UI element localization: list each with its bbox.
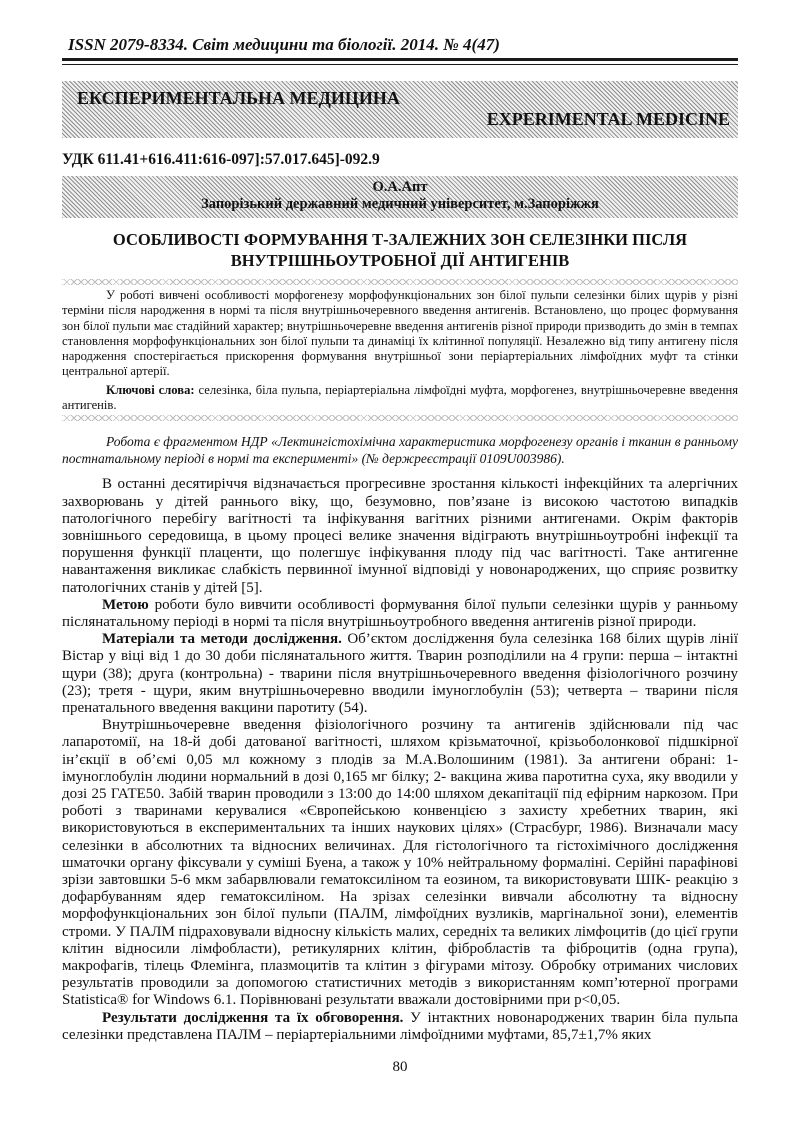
udc-code: УДК 611.41+616.411:616-097]:57.017.645]-092.9 — [62, 151, 380, 168]
header-rule — [62, 58, 738, 65]
section-title-uk: ЕКСПЕРИМЕНТАЛЬНА МЕДИЦИНА — [77, 88, 400, 108]
section-banner — [62, 81, 738, 138]
author-banner — [62, 176, 738, 218]
keywords-label: Ключові слова: — [106, 382, 195, 397]
project-note: Робота є фрагментом НДР «Лектингістохімічна характеристика морфогенезу органів і тканин в ранньому постнатальному періоді в нормі та експерименті» (№ держреєстрації 0109U003986). — [62, 434, 738, 467]
aim-lead: Метою — [102, 596, 149, 613]
keywords-line — [62, 383, 738, 414]
zigzag-divider-bottom — [62, 415, 738, 421]
paragraph-aim — [62, 597, 738, 631]
journal-header: ISSN 2079-8334. Світ медицини та біології. 2014. № 4(47) — [68, 35, 500, 54]
zigzag-divider-top — [62, 279, 738, 285]
page-number: 80 — [392, 1059, 408, 1075]
keywords-text: селезінка, біла пульпа, періартеріальна лімфоїдні муфта, морфогенез, внутрішньочеревне введення антигенів. — [62, 382, 738, 413]
author-name: О.А.Апт — [372, 179, 428, 195]
paragraph-results — [62, 1010, 738, 1044]
paragraph-intro: В останні десятиріччя відзначається прогресивне зростання кількості інфекційних та алергічних захворювань у дітей раннього віку, що, безумовно, пов’язане із високою частотою випадків патологічного перебігу вагітності та інфікування вагітних різними антигенами. Окрім факторів зовнішнього середовища, в цьому процесі велике значення відіграють внутрішньоутробні інфекції та порушення функції плаценти, що полегшує інфікування плоду під час вагітності. Таке антигенне навантаження викликає слабкість первинної імунної відповіді у новонароджених, що сприяє розвитку патологічних станів у дітей [5]. — [62, 476, 738, 596]
article-body — [62, 476, 738, 1044]
methods-text: Об’єктом дослідження була селезінка 168 білих щурів лінії Вістар у віці від 1 до 30 доби післянатального життя. Тварин розподілили на 4 групи: перша – інтактні щури (38); друга (контрольна) - тварини після внутрішньочеревного введення фізіологічного розчину (23); третя - щури, яким внутрішньочеревно вводили імуноглобулін (53); четверта – тварини після пренатального введення вакцини паротиту (54). — [62, 631, 738, 717]
aim-text: роботи було вивчити особливості формування білої пульпи селезінки щурів у ранньому післянатальному періоді в нормі та після внутрішньоутробного введення антигенів різної природи. — [62, 596, 738, 630]
methods-lead: Матеріали та методи дослідження. — [102, 631, 342, 648]
abstract-block — [62, 279, 738, 421]
article-title: ОСОБЛИВОСТІ ФОРМУВАННЯ Т-ЗАЛЕЖНИХ ЗОН СЕЛЕЗІНКИ ПІСЛЯ ВНУТРІШНЬОУТРОБНОЇ ДІЇ АНТИГЕНІВ — [112, 230, 688, 270]
results-text: У інтактних новонароджених тварин біла пульпа селезінки представлена ПАЛМ – періартеріальними лімфоїдними муфтами, 85,7±1,7% яких — [62, 1009, 738, 1043]
abstract-text: У роботі вивчені особливості морфогенезу морфофункціональних зон білої пульпи селезінки білих щурів у різні терміни після народження в нормі та після внутрішньочеревного введення антигенів. Встановлено, що процес формування зон білої пульпи має стадійний характер; внутрішньочеревне введення антигенів різної природи призводить до змін в темпах становлення морфофункціональних зон білої пульпи та динаміці їх клітинної популяції. Незалежно від типу антигену після народження спостерігається прискорення формування внутрішньої зони періартеріальних лімфоїдних муфт та стінки центральної артерії. — [62, 288, 738, 379]
paragraph-methods-detail: Внутрішньочеревне введення фізіологічного розчину та антигенів здійснювали під час лапаротомії, на 18-й добі датованої вагітності, шляхом крізьматочної, крізьоболонкової підшкірної ін’єкції в об’ємі 0,05 мл кожному з плодів за М.А.Волошиним (1981). За антигени обрані: 1- імуноглобулін людини нормальний в дозі 0,165 мг білку; 2- вакцина жива паротитна суха, яку вводили у дозі 25 ГАТЕ50. Забій тварин проводили з 13:00 до 14:00 шляхом декапітації під ефірним наркозом. При роботі з тваринами керувалися «Європейською конвенцією з захисту хребетних тварин, які використовуються в експериментальних та інших наукових цілях» (Страсбург, 1986). Визначали масу селезінки в абсолютних та відносних величинах. Для гістологічного та гістохімічного дослідження шматочки органу фіксували у суміші Буена, а також у 10% нейтральному формаліні. Серійні парафінові зрізи завтовшки 5-6 мкм забарвлювали гематоксиліном та еозином, та використовувати ШІК- реакцію з дофарбуванням ядер гематоксиліном. На зрізах селезінки вивчали абсолютну та відносну морфофункціональних зон білої пульпи (ПАЛМ, лімфоїдних вузликів, маргінальної зони), елементів строми. У ПАЛМ підраховували відносну кількість малих, середніх та великих лімфоцитів (до цієї групи клітин відносили лімфобласти), ретикулярних клітин, фібробластів та фіброцитів (одна група), макрофагів, тілець Флемінга, плазмоцитів та клітин з фігурами мітозу. Обробку отриманих числових результатів проводили за допомогою статистичних методів з використанням комп’ютерної програми Statistica® for Windows 6.1. Порівнювані результати вважали достовірними при р<0,05. — [62, 717, 738, 1009]
section-title-en: EXPERIMENTAL MEDICINE — [486, 109, 730, 129]
author-affiliation: Запорізький державний медичний університет, м.Запоріжжя — [201, 196, 599, 212]
results-lead: Результати дослідження та їх обговорення. — [102, 1009, 404, 1026]
paragraph-methods — [62, 631, 738, 717]
